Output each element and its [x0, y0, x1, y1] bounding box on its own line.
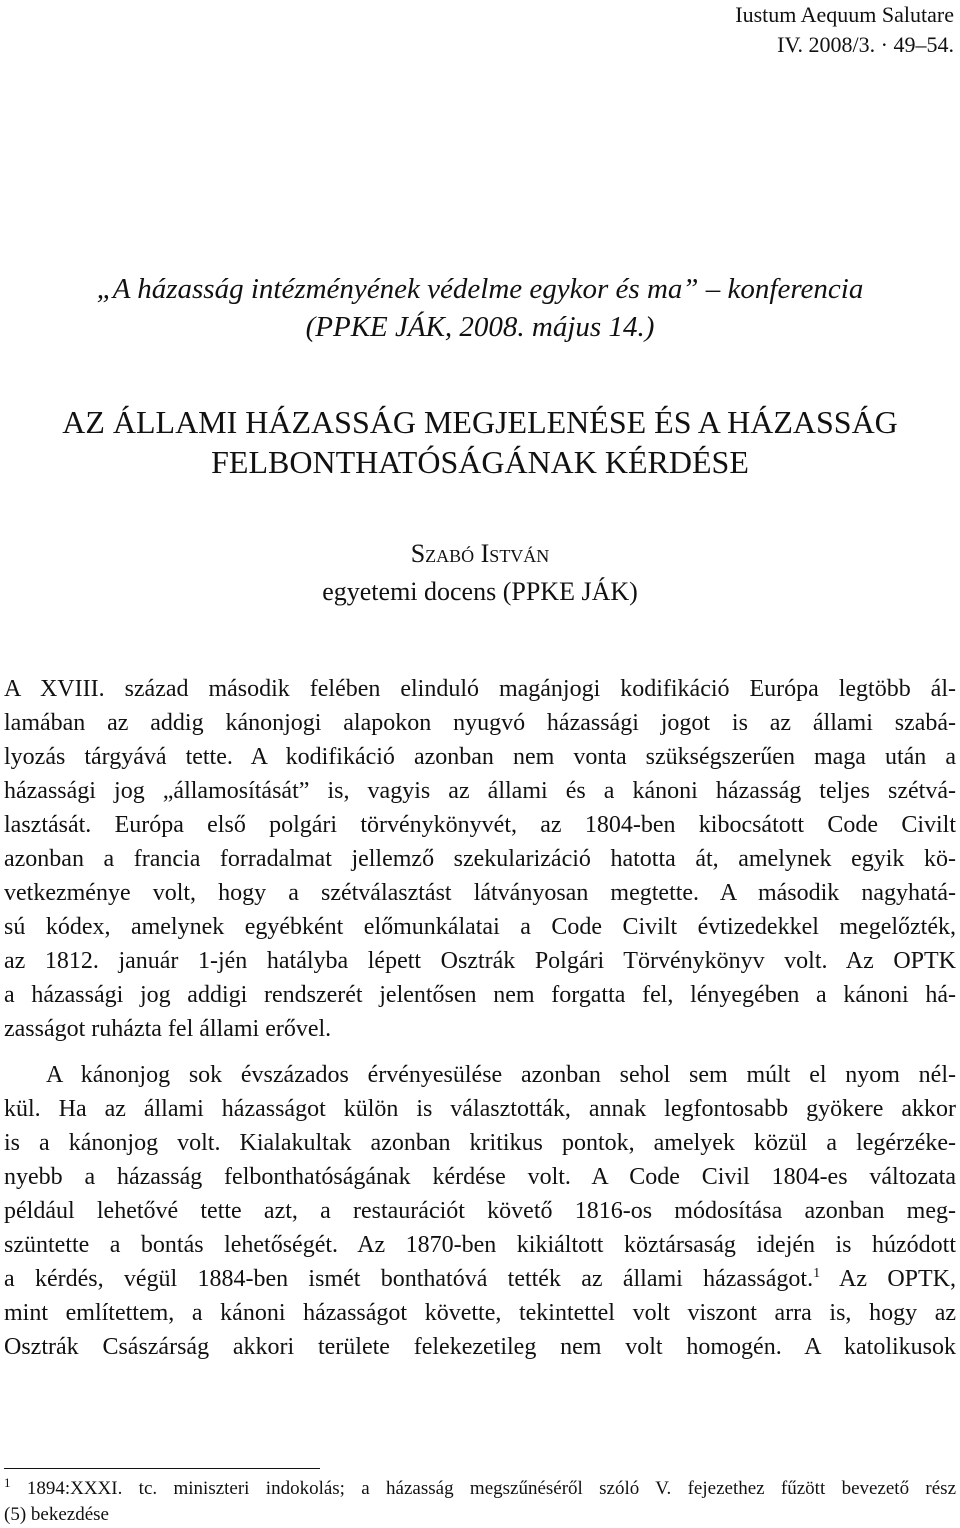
- author-role: egyetemi docens (PPKE JÁK): [322, 577, 638, 606]
- footnote: [4, 1476, 956, 1528]
- text-line: például lehetővé tette azt, a restaurációt követő 1816-os módosítása azonban meg-: [4, 1198, 956, 1224]
- footnote-text: 1894:XXXI. tc. miniszteri indokolás; a házasság megszűnéséről szóló V. fejezethez fűzött bevezető rész: [10, 1478, 956, 1499]
- text-segment: a kérdés, végül 1884-ben ismét bonthatóvá tették az állami házasságot.: [4, 1266, 814, 1292]
- article-title: [0, 402, 960, 482]
- text-line: is a kánonjog volt. Kialakultak azonban kritikus pontok, amelyek közül a legérzéke-: [4, 1130, 956, 1156]
- author-name: Szabó István: [410, 539, 550, 568]
- body-text: [4, 672, 956, 1364]
- footnote-line: (5) bekezdése: [4, 1504, 109, 1525]
- paragraph-2: [4, 1058, 956, 1364]
- footnote-line: [4, 1476, 956, 1502]
- text-line: kül. Ha az állami házasságot külön is választották, annak legfontosabb gyökere akkor: [4, 1096, 956, 1122]
- footnote-divider: [4, 1468, 320, 1469]
- text-line: nyebb a házasság felbonthatóságának kérdése volt. A Code Civil 1804-es változata: [4, 1164, 956, 1190]
- footnote-reference[interactable]: 1: [813, 1266, 821, 1281]
- text-line: azonban a francia forradalmat jellemző szekularizáció hatotta át, amelynek egyik kö-: [4, 846, 956, 872]
- text-line: mint említettem, a kánoni házasságot követte, tekintettel volt viszont arra is, hogy az: [4, 1300, 956, 1326]
- text-line: lasztását. Európa első polgári törvénykönyvét, az 1804-ben kibocsátott Code Civilt: [4, 812, 956, 838]
- text-line: sú kódex, amelynek egyébként előmunkálatai a Code Civilt évtizedekkel megelőzték,: [4, 914, 956, 940]
- text-line: zasságot ruházta fel állami erővel.: [4, 1016, 332, 1042]
- text-line: szüntette a bontás lehetőségét. Az 1870-ben kikiáltott köztársaság idején is húzódott: [4, 1232, 956, 1258]
- footnote-number: 1: [4, 1475, 11, 1490]
- issue-info: IV. 2008/3. · 49–54.: [777, 32, 954, 57]
- title-line-1: AZ ÁLLAMI HÁZASSÁG MEGJELENÉSE ÉS A HÁZASSÁG: [62, 404, 898, 440]
- journal-name: Iustum Aequum Salutare: [735, 2, 954, 27]
- text-line: vetkezménye volt, hogy a szétválasztást látványosan megtette. A második nagyhatá-: [4, 880, 956, 906]
- conference-note: [0, 270, 960, 346]
- text-line: A XVIII. század második felében elinduló magánjogi kodifikáció Európa legtöbb ál-: [4, 676, 956, 702]
- paragraph-gap: [4, 1046, 956, 1058]
- text-segment: Az OPTK,: [820, 1266, 956, 1292]
- text-line-with-footnote: [4, 1262, 956, 1296]
- text-line: lamában az addig kánonjogi alapokon nyugvó házassági jogot is az állami szabá-: [4, 710, 956, 736]
- text-line: az 1812. január 1-jén hatályba lépett Osztrák Polgári Törvénykönyv volt. Az OPTK: [4, 948, 956, 974]
- text-line: Osztrák Császárság akkori területe felekezetileg nem volt homogén. A katolikusok: [4, 1334, 956, 1360]
- running-header: [735, 0, 954, 60]
- conference-line-1: „A házasság intézményének védelme egykor és ma” – konferencia: [96, 273, 864, 305]
- paragraph-1: [4, 672, 956, 1046]
- author-block: [0, 535, 960, 611]
- text-line: lyozás tárgyává tette. A kodifikáció azonban nem vonta szükségszerűen maga után a: [4, 744, 956, 770]
- title-line-2: FELBONTHATÓSÁGÁNAK KÉRDÉSE: [211, 444, 749, 480]
- conference-line-2: (PPKE JÁK, 2008. május 14.): [305, 311, 655, 343]
- text-line: a házassági jog addigi rendszerét jelentősen nem forgatta fel, lényegében a kánoni há-: [4, 982, 956, 1008]
- text-line: A kánonjog sok évszázados érvényesülése azonban sehol sem múlt el nyom nél-: [46, 1062, 956, 1088]
- text-line: házassági jog „államosítását” is, vagyis az állami és a kánoni házasság teljes szétvá-: [4, 778, 956, 804]
